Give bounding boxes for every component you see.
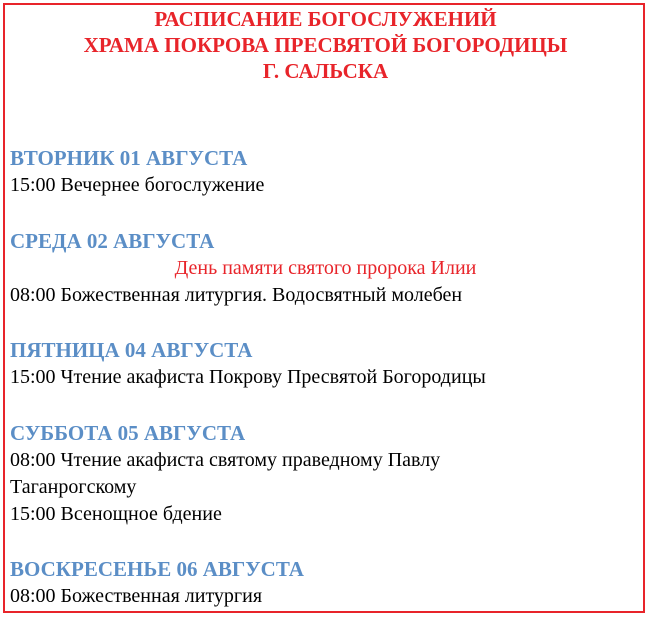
service-line: 08:00 Божественная литургия [10, 585, 263, 607]
service-line: 15:00 Чтение акафиста Покрову Пресвятой Богородицы [10, 366, 486, 388]
day-heading-sunday: ВОСКРЕСЕНЬЕ 06 АВГУСТА [10, 557, 304, 581]
schedule-title [0, 6, 651, 84]
service-line-continuation: Таганрогскому [10, 476, 137, 498]
title-line-3: Г. САЛЬСКА [262, 59, 389, 83]
service-line: 15:00 Вечернее богослужение [10, 174, 265, 196]
day-heading-wednesday: СРЕДА 02 АВГУСТА [10, 229, 215, 253]
service-line: 08:00 Божественная литургия. Водосвятный молебен [10, 284, 463, 306]
service-line: 15:00 Всенощное бдение [10, 503, 222, 525]
title-line-1: РАСПИСАНИЕ БОГОСЛУЖЕНИЙ [154, 7, 497, 31]
feast-day-note: День памяти святого пророка Илии [174, 257, 477, 279]
day-heading-saturday: СУББОТА 05 АВГУСТА [10, 421, 246, 445]
title-line-2: ХРАМА ПОКРОВА ПРЕСВЯТОЙ БОГОРОДИЦЫ [83, 33, 568, 57]
day-heading-friday: ПЯТНИЦА 04 АВГУСТА [10, 338, 253, 362]
day-heading-tuesday: ВТОРНИК 01 АВГУСТА [10, 146, 248, 170]
service-line: 08:00 Чтение акафиста святому праведному Павлу [10, 449, 441, 471]
